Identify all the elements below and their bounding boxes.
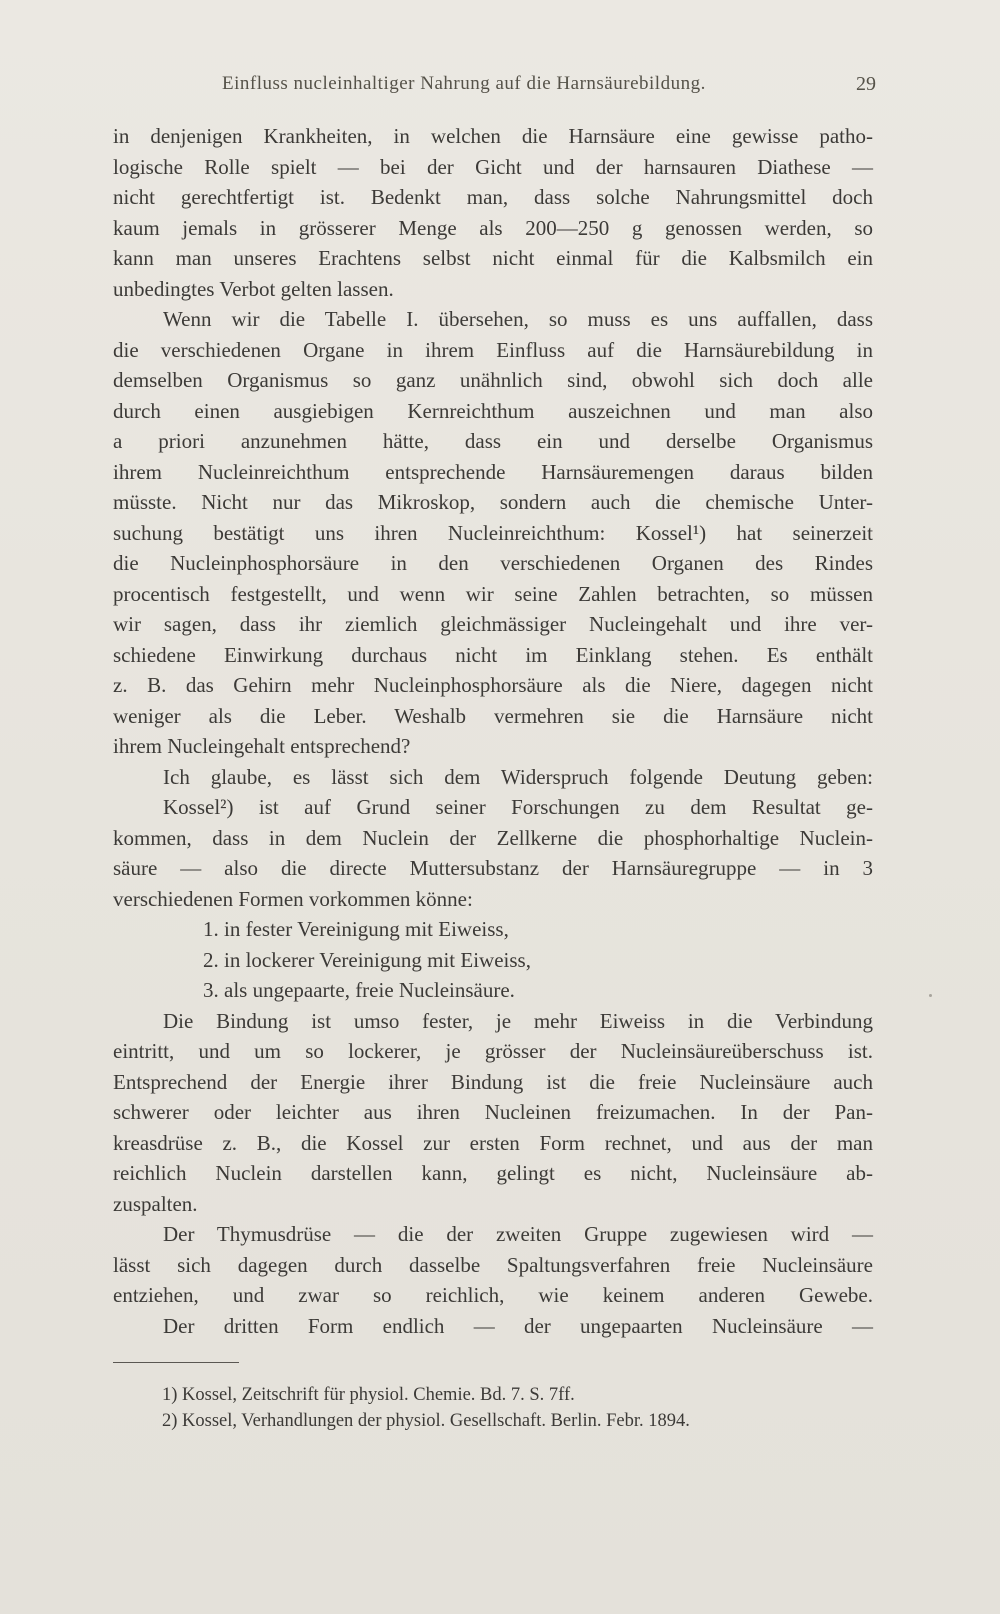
text-line: reichlich Nuclein darstellen kann, gelingt es nicht, Nucleinsäure ab-: [113, 1161, 873, 1185]
text-line: Wenn wir die Tabelle I. übersehen, so muss es uns auffallen, dass: [163, 307, 873, 331]
text-line: verschiedenen Formen vorkommen könne:: [113, 886, 473, 911]
text-line: kann man unseres Erachtens selbst nicht einmal für die Kalbsmilch ein: [113, 246, 873, 270]
footnote-1: 1) Kossel, Zeitschrift für physiol. Chemie. Bd. 7. S. 7ff.: [162, 1385, 575, 1405]
text-line: die Nucleinphosphorsäure in den verschiedenen Organen des Rindes: [113, 551, 873, 575]
text-line: unbedingtes Verbot gelten lassen.: [113, 276, 394, 301]
text-line: zuspalten.: [113, 1191, 198, 1216]
footnote-divider: [113, 1362, 239, 1363]
list-item: 3. als ungepaarte, freie Nucleinsäure.: [203, 978, 515, 1002]
text-line: in denjenigen Krankheiten, in welchen die Harnsäure eine gewisse patho-: [113, 124, 873, 148]
list-item: 1. in fester Vereinigung mit Eiweiss,: [203, 917, 509, 941]
text-line: Entsprechend der Energie ihrer Bindung ist die freie Nucleinsäure auch: [113, 1069, 873, 1094]
text-line: durch einen ausgiebigen Kernreichthum auszeichnen und man also: [113, 398, 873, 423]
paper-speck: [929, 994, 932, 997]
text-line: Der Thymusdrüse — die der zweiten Gruppe zugewiesen wird —: [163, 1222, 873, 1246]
text-line: suchung bestätigt uns ihren Nucleinreichthum: Kossel¹) hat seinerzeit: [113, 520, 873, 545]
text-line: weniger als die Leber. Weshalb vermehren sie die Harnsäure nicht: [113, 703, 873, 728]
text-line: a priori anzunehmen hätte, dass ein und derselbe Organismus: [113, 429, 873, 453]
text-line: kreasdrüse z. B., die Kossel zur ersten Form rechnet, und aus der man: [113, 1130, 873, 1155]
text-line: Die Bindung ist umso fester, je mehr Eiweiss in die Verbindung: [163, 1008, 873, 1033]
text-line: Kossel²) ist auf Grund seiner Forschungen zu dem Resultat ge-: [163, 795, 873, 819]
text-line: ihrem Nucleingehalt entsprechend?: [113, 734, 411, 758]
text-line: Ich glaube, es lässt sich dem Widerspruch folgende Deutung geben:: [163, 764, 873, 789]
text-line: schiedene Einwirkung durchaus nicht im Einklang stehen. Es enthält: [113, 642, 873, 667]
page-number: 29: [856, 73, 876, 95]
text-line: wir sagen, dass ihr ziemlich gleichmässiger Nucleingehalt und ihre ver-: [113, 612, 873, 636]
text-line: eintritt, und um so lockerer, je grösser der Nucleinsäureüberschuss ist.: [113, 1039, 873, 1063]
text-line: lässt sich dagegen durch dasselbe Spaltungsverfahren freie Nucleinsäure: [113, 1252, 873, 1277]
text-line: ihrem Nucleinreichthum entsprechende Harnsäuremengen daraus bilden: [113, 459, 873, 484]
text-line: kommen, dass in dem Nuclein der Zellkerne die phosphorhaltige Nuclein-: [113, 825, 873, 850]
text-line: müsste. Nicht nur das Mikroskop, sondern auch die chemische Unter-: [113, 490, 873, 514]
running-head: Einfluss nucleinhaltiger Nahrung auf die Harnsäurebildung.: [222, 73, 706, 94]
text-line: demselben Organismus so ganz unähnlich sind, obwohl sich doch alle: [113, 368, 873, 392]
text-line: schwerer oder leichter aus ihren Nucleinen freizumachen. In der Pan-: [113, 1100, 873, 1124]
text-line: nicht gerechtfertigt ist. Bedenkt man, dass solche Nahrungsmittel doch: [113, 185, 873, 209]
text-line: entziehen, und zwar so reichlich, wie keinem anderen Gewebe.: [113, 1283, 873, 1307]
text-line: kaum jemals in grösserer Menge als 200—250 g genossen werden, so: [113, 215, 873, 240]
footnotes: [162, 1382, 882, 1434]
text-line: logische Rolle spielt — bei der Gicht und der harnsauren Diathese —: [113, 154, 873, 179]
footnote-2: 2) Kossel, Verhandlungen der physiol. Gesellschaft. Berlin. Febr. 1894.: [162, 1411, 690, 1431]
list-item: 2. in lockerer Vereinigung mit Eiweiss,: [203, 947, 531, 972]
text-line: die verschiedenen Organe in ihrem Einfluss auf die Harnsäurebildung in: [113, 337, 873, 362]
text-line: z. B. das Gehirn mehr Nucleinphosphorsäure als die Niere, dagegen nicht: [113, 673, 873, 697]
text-line: procentisch festgestellt, und wenn wir seine Zahlen betrachten, so müssen: [113, 581, 873, 606]
text-line: säure — also die directe Muttersubstanz der Harnsäuregruppe — in 3: [113, 856, 873, 880]
text-line: Der dritten Form endlich — der ungepaarten Nucleinsäure —: [163, 1313, 873, 1338]
body-text: [113, 121, 873, 1341]
